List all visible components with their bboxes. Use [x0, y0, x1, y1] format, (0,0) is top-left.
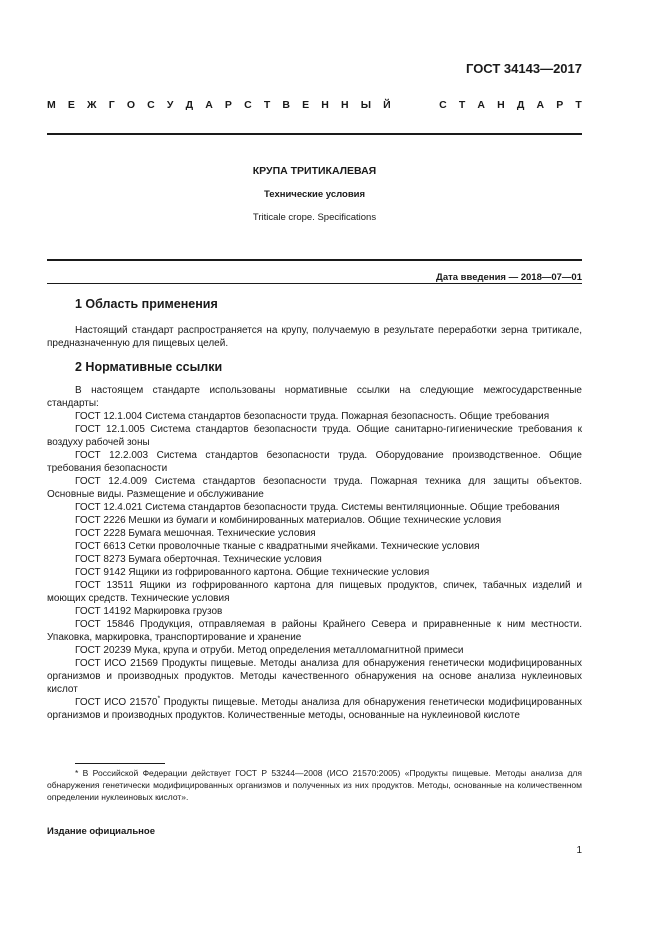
normative-references-list — [47, 384, 582, 722]
banner-letter: М — [47, 99, 56, 111]
official-edition-label: Издание официальное — [47, 826, 155, 837]
section-2-heading: 2 Нормативные ссылки — [75, 360, 223, 374]
banner-letter: Р — [224, 99, 232, 111]
doc-number: ГОСТ 34143—2017 — [466, 61, 582, 76]
banner-letter: Н — [497, 99, 505, 111]
banner-letter: Т — [263, 99, 271, 111]
reference-title: Продукты пищевые. Методы анализа для обнаружения генетически модифицированных организмов и производных продуктов. Количественные методы, основанные на нуклеиновой кислоте — [47, 697, 582, 721]
reference-item: ГОСТ 12.1.004 Система стандартов безопасности труда. Пожарная безопасность. Общие требования — [75, 411, 550, 422]
reference-item: ГОСТ 8273 Бумага оберточная. Технические условия — [75, 554, 322, 565]
header-rule — [47, 133, 582, 135]
reference-item: ГОСТ 6613 Сетки проволочные тканые с квадратными ячейками. Технические условия — [75, 541, 480, 552]
banner-letter: Г — [108, 99, 115, 111]
subtitle-ru: Технические условия — [263, 189, 366, 200]
title-bottom-rule — [47, 259, 582, 261]
footnote-rule — [75, 763, 165, 764]
banner-letter: Й — [383, 99, 391, 111]
footnote: * В Российской Федерации действует ГОСТ Р 53244—2008 (ИСО 21570:2005) «Продукты пищевые. Методы анализа для обнаружения генетически модифицированных организмов и полученных из них продуктов. Методы, основанные на количественном определении нуклеиновых кислот». — [47, 768, 582, 802]
banner-letter: Т — [458, 99, 466, 111]
banner-letter: С — [244, 99, 252, 111]
reference-item: ГОСТ 2228 Бумага мешочная. Технические условия — [75, 528, 316, 539]
title-ru: КРУПА ТРИТИКАЛЕВАЯ — [252, 165, 377, 177]
reference-item: ГОСТ 9142 Ящики из гофрированного картона. Общие технические условия — [75, 567, 430, 578]
page-number: 1 — [576, 845, 582, 856]
interstate-standard-banner — [47, 99, 582, 111]
banner-letter: Д — [516, 99, 525, 111]
intro-date: Дата введения — 2018—07—01 — [436, 272, 582, 283]
banner-letter: Ж — [87, 99, 97, 111]
reference-item: ГОСТ 12.2.003 Система стандартов безопасности труда. Оборудование производственное. Общие требования безопасности — [47, 450, 582, 474]
reference-item: В настоящем стандарте использованы нормативные ссылки на следующие межгосударственные стандарты: — [47, 385, 582, 409]
banner-letter: Д — [185, 99, 194, 111]
banner-letter — [421, 99, 427, 111]
banner-letter: Н — [321, 99, 329, 111]
banner-letter: Н — [341, 99, 349, 111]
reference-item: ГОСТ 2226 Мешки из бумаги и комбинированных материалов. Общие технические условия — [75, 515, 502, 526]
banner-letter: О — [126, 99, 135, 111]
banner-letter: Е — [67, 99, 75, 111]
banner-letter: Р — [556, 99, 564, 111]
section-1-text: Настоящий стандарт распространяется на крупу, получаемую в результате переработки зерна тритикале, предназначенную для пищевых целей. — [47, 325, 582, 349]
date-rule — [47, 283, 582, 284]
banner-letter: Е — [302, 99, 310, 111]
section-1-heading: 1 Область применения — [75, 297, 218, 311]
banner-letter — [403, 99, 409, 111]
reference-item: ГОСТ 13511 Ящики из гофрированного картона для пищевых продуктов, спичек, табачных изделий и моющих средств. Технические условия — [47, 580, 582, 604]
reference-item: ГОСТ 15846 Продукция, отправляемая в районы Крайнего Севера и приравненные к ним местности. Упаковка, маркировка, транспортирование и хранение — [47, 619, 582, 643]
banner-letter: А — [477, 99, 486, 111]
reference-item: ГОСТ 12.1.005 Система стандартов безопасности труда. Общие санитарно-гигиенические требования к воздуху рабочей зоны — [47, 424, 582, 448]
banner-letter: С — [147, 99, 155, 111]
title-en: Triticale crope. Specifications — [252, 212, 377, 223]
reference-item: ГОСТ 20239 Мука, крупа и отруби. Метод определения металломагнитной примеси — [75, 645, 464, 656]
reference-code: ГОСТ ИСО 21570 — [75, 697, 158, 708]
banner-letter: А — [536, 99, 545, 111]
footnote-mark[interactable]: * — [157, 695, 161, 703]
banner-letter: С — [439, 99, 447, 111]
reference-item: ГОСТ 14192 Маркировка грузов — [75, 606, 223, 617]
reference-item: ГОСТ 12.4.009 Система стандартов безопасности труда. Пожарная техника для защиты объектов. Основные виды. Размещение и обслуживание — [47, 476, 582, 500]
banner-letter: Т — [575, 99, 582, 111]
banner-letter: А — [205, 99, 213, 111]
reference-item: ГОСТ 12.4.021 Система стандартов безопасности труда. Системы вентиляционные. Общие требования — [75, 502, 560, 513]
banner-letter: Ы — [360, 99, 372, 111]
banner-letter: У — [166, 99, 174, 111]
banner-letter: В — [282, 99, 290, 111]
reference-item-iso-21570 — [47, 696, 582, 722]
reference-item: ГОСТ ИСО 21569 Продукты пищевые. Методы анализа для обнаружения генетически модифицированных организмов и производных продуктов. Методы качественного обнаружения на основе анализа нуклеиновых кислот — [47, 658, 582, 695]
